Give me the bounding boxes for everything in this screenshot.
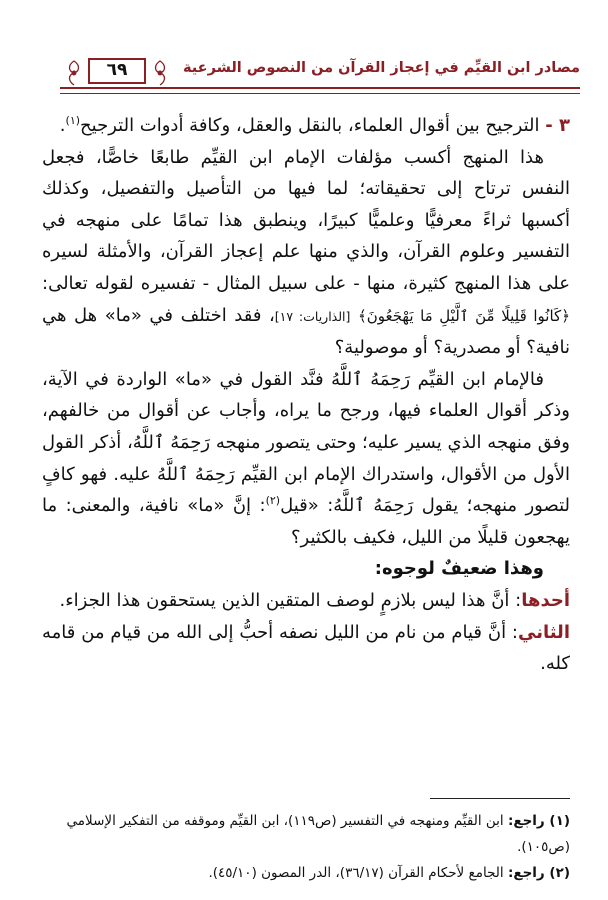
footnote-ref-1: (١) [65,114,81,127]
header-rule [60,87,580,94]
paragraph-2-end: : إنَّ «ما» نافية، والمعنى: ما يهجعون قليلًا من الليل، فكيف بالكثير؟ [42,495,570,548]
footnote-2 [42,860,570,886]
footnote-2-text: الجامع لأحكام القرآن (٣٦/١٧)، الدر المصون (٤٥/١٠). [208,865,504,881]
point-second [42,617,570,680]
page-number-box [88,58,146,84]
list-item-end: . [59,115,66,136]
footnote-1 [42,808,570,860]
paragraph-3 [42,553,570,585]
paragraph-2-text: فالإمام ابن القيِّم رَحِمَهُ ٱللَّهُ فنَّد القول في «ما» الواردة في الآية، وذكر أقوال العلماء فيها، ورجح ما يراه، وأجاب عن أقوال من خالفهم، وفق منهجه الذي يسير عليه؛ وحتى يتصور منهجه رَحِمَهُ ٱللَّهُ، أذكر القول الأول من الأقوال، واستدراك الإمام ابن القيِّم رَحِمَهُ ٱللَّهُ عليه. فهو كافٍ لتصور منهجه؛ يقول رَحِمَهُ ٱللَّهُ: «قيل [42,368,570,517]
point-second-text: : أنَّ قيام من نام من الليل نصفه أحبُّ إلى الله من قيام من قامه كله. [42,621,570,675]
point-first-label: أحدها [521,589,570,611]
footnote-1-label: (١) راجع: [507,813,570,829]
paragraph-3-text: وهذا ضعيفٌ لوجوه: [374,558,544,580]
main-text [42,110,570,680]
footnotes [42,808,570,886]
quran-verse: ﴿كَانُوا قَلِيلًا مِّنَ ٱلَّيْلِ مَا يَهْجَعُونَ﴾ [357,306,570,325]
verse-reference: [الذاريات: ١٧] [274,308,351,324]
running-header-title: مصادر ابن القيِّم في إعجاز القرآن من النصوص الشرعية [182,60,580,76]
list-number: ٣ - [545,115,570,136]
list-item-3 [42,110,570,142]
footnote-1-text: ابن القيِّم ومنهجه في التفسير (ص١١٩)، ابن القيِّم وموقفه من التفكير الإسلامي (ص١٠٥). [66,813,570,855]
floral-ornament-icon [62,58,86,88]
point-first [42,585,570,617]
list-item-text: الترجيح بين أقوال العلماء، بالنقل والعقل، وكافة أدوات الترجيح [80,115,540,136]
floral-ornament-icon [148,58,172,88]
footnote-rule [430,798,570,799]
paragraph-1-text: هذا المنهج أكسب مؤلفات الإمام ابن القيِّم طابعًا خاصًّا، فجعل النفس ترتاح إلى تحقيقاته؛ لما فيها من التأصيل والتفصيل، وكذلك أكسبها ثراءً معرفيًّا وعلميًّا كبيرًا، وينطبق هذا تمامًا على منهجه في التفسير وعلوم القرآن، والذي منها علم إعجاز القرآن، والأمثلة لسيره على هذا المنهج كثيرة، منها - على سبيل المثال - تفسيره لقوله تعالى: [42,146,570,294]
footnote-2-label: (٢) راجع: [507,865,570,881]
paragraph-1 [42,142,570,364]
page-number: ٦٩ [106,60,128,80]
point-second-label: الثاني [517,621,570,643]
paragraph-2 [42,364,570,554]
point-first-text: : أنَّ هذا ليس بلازمٍ لوصف المتقين الذين يستحقون هذا الجزاء. [59,589,522,611]
footnote-ref-2: (٢) [265,494,281,508]
paragraph-1-end: ، فقد اختلف في «ما» هل هي نافية؟ أو مصدرية؟ أو موصولية؟ [42,304,570,359]
